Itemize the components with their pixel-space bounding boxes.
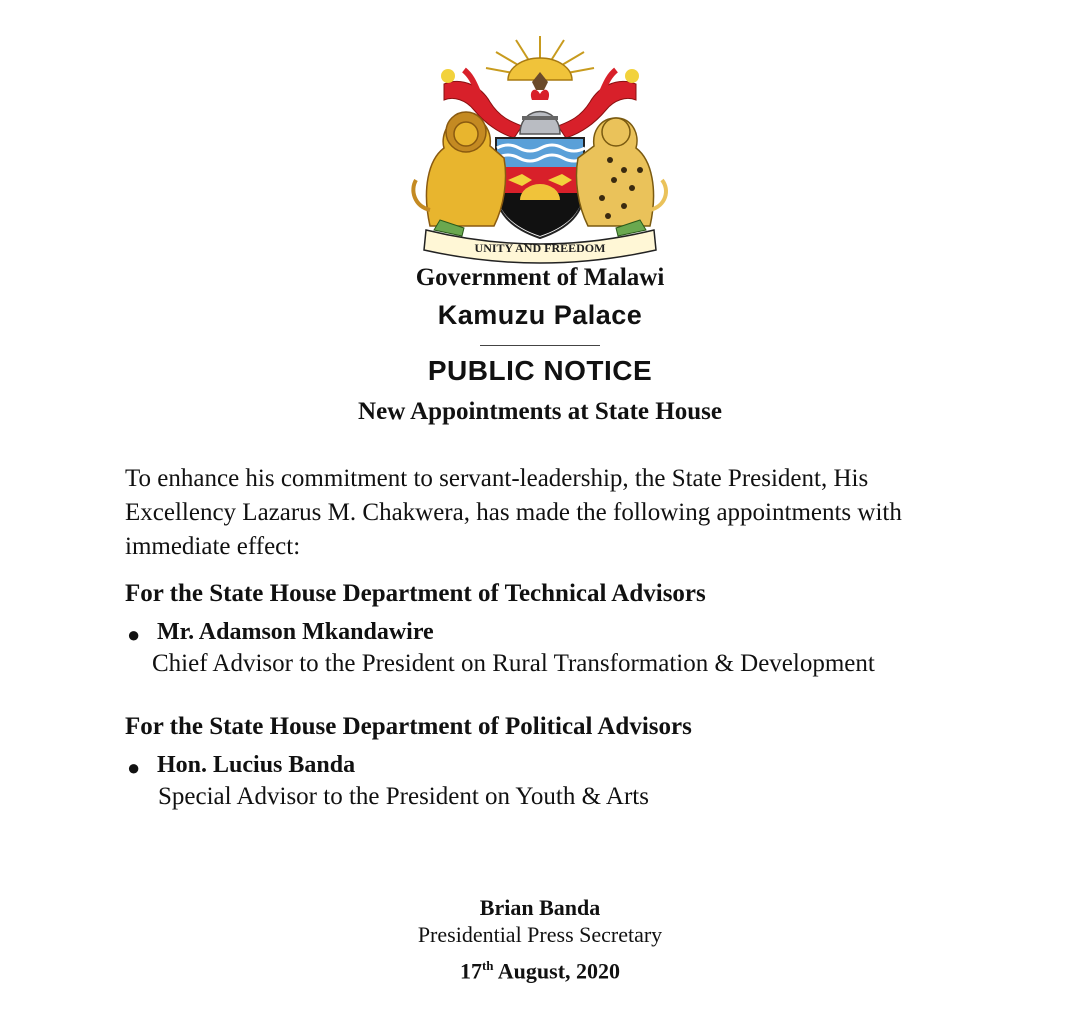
notice-date: 17th August, 2020 <box>459 958 621 984</box>
notice-subtitle: New Appointments at State House <box>358 398 722 425</box>
appointee-name: Mr. Adamson Mkandawire <box>157 619 434 645</box>
notice-heading: PUBLIC NOTICE <box>427 355 653 386</box>
government-title: Government of Malawi <box>415 264 665 291</box>
signatory-name: Brian Banda <box>479 895 601 920</box>
section-heading-technical: For the State House Department of Technical Advisors <box>125 580 706 607</box>
intro-paragraph: To enhance his commitment to servant-leadership, the State President, His Excellency Lazarus M. Chakwera, has made the following appointments with immediate effect: <box>125 465 902 560</box>
appointee-role: Special Advisor to the President on Youth & Arts <box>158 783 649 810</box>
shield-icon <box>496 138 585 238</box>
leopard-supporter-icon <box>576 118 666 226</box>
bullet-icon: ● <box>127 755 141 780</box>
palace-title: Kamuzu Palace <box>437 300 643 330</box>
appointee-name: Hon. Lucius Banda <box>157 752 356 778</box>
malawi-coat-of-arms-logo <box>404 30 676 266</box>
divider <box>480 345 600 346</box>
signatory-title: Presidential Press Secretary <box>417 922 663 947</box>
bullet-icon: ● <box>127 622 141 647</box>
appointee-role: Chief Advisor to the President on Rural Transformation & Development <box>152 650 875 677</box>
section-heading-political: For the State House Department of Political Advisors <box>125 713 692 740</box>
helmet-icon <box>520 90 560 134</box>
motto-text: UNITY AND FREEDOM <box>474 241 606 255</box>
lion-supporter-icon <box>413 112 505 226</box>
